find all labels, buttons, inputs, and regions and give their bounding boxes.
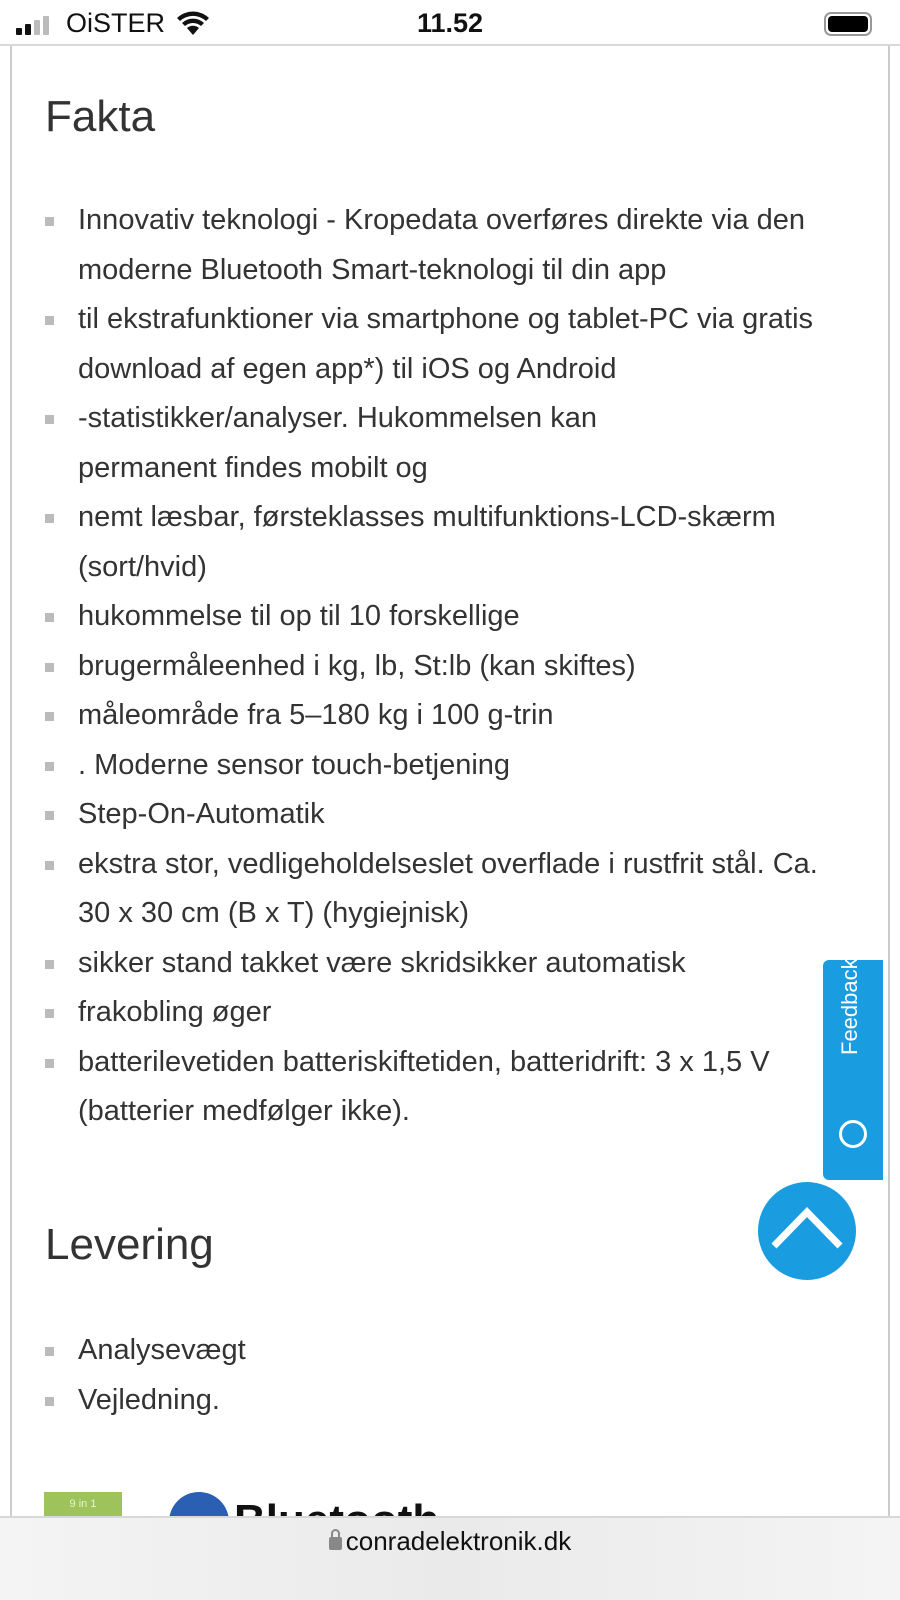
list-item: Innovativ teknologi - Kropedata overføres direkte via den moderne Bluetooth Smart-teknologi til din app [45,196,845,295]
list-item: . Moderne sensor touch-betjening [45,741,845,791]
fakta-list [45,196,845,1137]
section-title-fakta: Fakta [45,92,156,141]
chat-bubble-icon [839,1120,867,1148]
list-item: til ekstrafunktioner via smartphone og tablet-PC via gratis download af egen app*) til iOS og Android [45,295,845,394]
list-item: måleområde fra 5–180 kg i 100 g-trin [45,691,845,741]
content [10,46,890,1546]
list-item: brugermåleenhed i kg, lb, St:lb (kan skiftes) [45,642,845,692]
list-item: Vejledning. [45,1376,845,1426]
clock: 11.52 [416,8,484,38]
feature-logos [44,1492,544,1516]
list-item: batterilevetiden batteriskiftetiden, batteridrift: 3 x 1,5 V (batterier medfølger ikke). [45,1038,815,1137]
status-bar [0,0,900,46]
list-item: nemt læsbar, førsteklasses multifunktions-LCD-skærm (sort/hvid) [45,493,805,592]
battery-icon [824,12,872,36]
9in1-badge: 9 in 1 [44,1492,122,1532]
feedback-label: Feedback [837,958,862,1055]
levering-list [45,1326,845,1425]
list-item: Step-On-Automatik [45,790,845,840]
feedback-button[interactable] [823,960,883,1180]
list-item: hukommelse til op til 10 forskellige [45,592,845,642]
list-item: -statistikker/analyser. Hukommelsen kan permanent findes mobilt og [45,394,725,493]
url-text: conradelektronik.dk [345,1526,572,1556]
list-item: ekstra stor, vedligeholdelseslet overflade i rustfrit stål. Ca. 30 x 30 cm (B x T) (hygiejnisk) [45,840,825,939]
carrier: OiSTER [66,8,166,38]
scroll-to-top-button[interactable] [758,1182,856,1280]
chevron-up-icon [770,1202,844,1252]
list-item: sikker stand takket være skridsikker automatisk [45,939,845,989]
section-title-levering: Levering [45,1220,214,1269]
address-bar[interactable] [0,1516,900,1600]
lock-icon [329,1537,342,1550]
list-item: Analysevægt [45,1326,845,1376]
list-item: frakobling øger [45,988,845,1038]
